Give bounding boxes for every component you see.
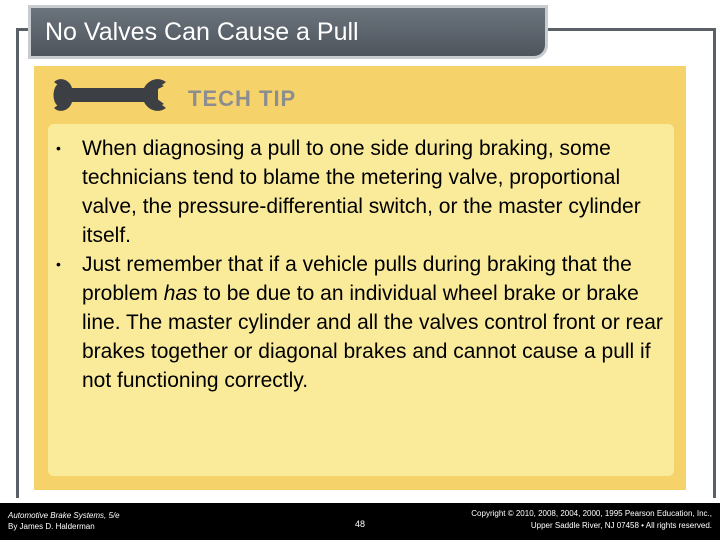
tech-tip-heading: TECH TIP (188, 86, 297, 111)
tech-tip-bullet-list (56, 134, 666, 395)
bullet-icon: • (56, 140, 61, 156)
bullet-icon: • (56, 256, 61, 272)
copyright-notice (471, 508, 712, 532)
frame-line-left (16, 28, 19, 498)
footer (0, 503, 720, 540)
copyright-line-2: Upper Saddle River, NJ 07458 • All rights reserved. (530, 521, 712, 530)
frame-line-right (548, 28, 716, 31)
bullet-text-part2: to be due to an individual wheel brake or brake line. The master cylinder and all the valves control front or rear brakes together or diagonal brakes and cannot cause a pull if not functioning correctly. (82, 282, 663, 392)
book-title: Automotive Brake Systems, 5/e (8, 511, 120, 520)
wrench-icon (50, 74, 168, 116)
footer-book-info (8, 510, 120, 532)
bullet-text-part1: Just remember that if a vehicle pulls during braking that the problem (82, 253, 632, 305)
slide-title: No Valves Can Cause a Pull (45, 18, 359, 46)
copyright-line-1: Copyright © 2010, 2008, 2004, 2000, 1995 Pearson Education, Inc., (471, 509, 712, 518)
frame-line-right-vertical (713, 28, 716, 498)
page-number: 48 (355, 519, 366, 529)
list-item (56, 250, 666, 395)
book-author: By James D. Halderman (8, 522, 95, 531)
bullet-emphasis: has (163, 282, 198, 305)
list-item (56, 134, 666, 250)
bullet-text: When diagnosing a pull to one side during braking, some technicians tend to blame the metering valve, proportional valve, the pressure-differential switch, or the master cylinder itself. (82, 137, 641, 247)
title-bar (28, 5, 548, 59)
